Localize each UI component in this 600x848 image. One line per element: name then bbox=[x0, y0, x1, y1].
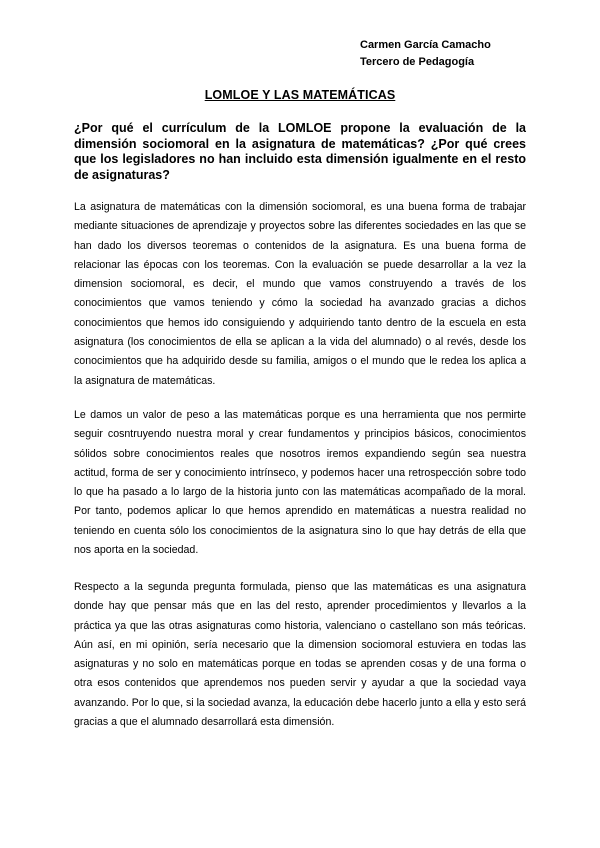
paragraph-1: La asignatura de matemáticas con la dimensión sociomoral, es una buena forma de trabajar mediante situaciones de aprendizaje y proyectos sobre las diferentes sociedades en las que se han dado los diversos teoremas o contenidos de la asignatura. Es una buena forma de relacionar las épocas con los teoremas. Con la evaluación se puede desarrollar a la vez la dimension sociomoral, es decir, el mundo que vamos construyendo a través de los conocimientos que vamos teniendo y cómo la sociedad ha avanzado gracias a dichos conocimientos que hemos ido consiguiendo y adquiriendo tanto dentro de la escuela en esta asignatura (los conocimientos de ella se aplican a la vida del alumnado) o al revés, desde los conocimientos que ha adquirido desde su familia, amigos o el mundo que le redea los aplica a la asignatura de matemáticas. bbox=[74, 201, 526, 387]
document-title: LOMLOE Y LAS MATEMÁTICAS bbox=[204, 88, 396, 102]
paragraph-2: Le damos un valor de peso a las matemáticas porque es una herramienta que nos permirte seguir cosntruyendo nuestra moral y crear fundamentos y principios básicos, conocimientos sólidos sobre conocimientos reales que nosotros iremos expandiendo según sea nuestra actitud, forma de ser y conocimiento intrínseco, y podemos hacer una retrospección sobre todo lo que ha pasado a lo largo de la historia junto con las matemáticas acompañado de la moral. Por tanto, podemos aplicar lo que hemos aprendido en matemáticas a nuestra realidad no teniendo en cuenta sólo los conocimientos de la asignatura sino lo que hay detrás de ella que nos aporta en la sociedad. bbox=[74, 409, 526, 557]
paragraph-3: Respecto a la segunda pregunta formulada, pienso que las matemáticas es una asignatura donde hay que pensar más que en las del resto, aprender procedimientos y llevarlos a la práctica ya que las otras asignaturas como historia, valenciano o castellano son más teóricas. Aún así, en mi opinión, sería necesario que la dimension sociomoral estuviera en todas las asignaturas y no solo en matemáticas porque en todas se aprenden cosas y de una forma o otra esos contenidos que aprendemos nos pueden servir y ayudar a que la sociedad vaya avanzando. Por lo que, si la sociedad avanza, la educación debe hacerlo junto a ella y esto será gracias a que el alumnado desarrollará esta dimensión. bbox=[74, 581, 526, 729]
author-block bbox=[360, 37, 491, 71]
author-course: Tercero de Pedagogía bbox=[360, 56, 475, 68]
author-name: Carmen García Camacho bbox=[360, 39, 491, 51]
question-heading: ¿Por qué el currículum de la LOMLOE propone la evaluación de la dimensión sociomoral en la asignatura de matemáticas? ¿Por qué crees que los legisladores no han incluido esta dimensión igualmente en el resto de asignaturas? bbox=[74, 121, 526, 182]
